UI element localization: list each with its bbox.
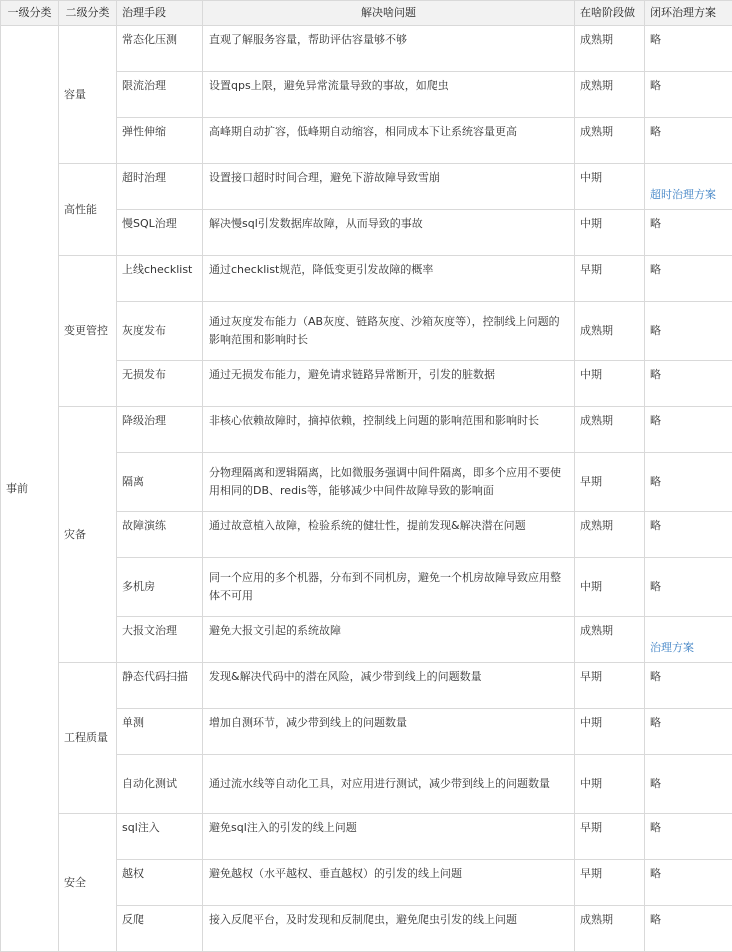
stage-cell: 中期: [575, 164, 645, 210]
stage-cell: 成熟期: [575, 118, 645, 164]
problem-cell: 直观了解服务容量，帮助评估容量够不够: [203, 26, 575, 72]
problem-cell: 通过故意植入故障，检验系统的健壮性，提前发现&解决潜在问题: [203, 512, 575, 558]
table-row: [1, 407, 732, 453]
problem-cell: 通过灰度发布能力（AB灰度、链路灰度、沙箱灰度等），控制线上问题的影响范围和影响时长: [203, 302, 575, 361]
method-cell: 常态化压测: [117, 26, 203, 72]
header-level2: 二级分类: [59, 1, 117, 26]
method-cell: 单测: [117, 709, 203, 755]
plan-cell: 略: [645, 512, 732, 558]
header-problem: 解决啥问题: [203, 1, 575, 26]
stage-cell: 成熟期: [575, 617, 645, 663]
stage-cell: 中期: [575, 709, 645, 755]
problem-cell: 避免大报文引起的系统故障: [203, 617, 575, 663]
plan-cell: 略: [645, 709, 732, 755]
plan-cell: 略: [645, 663, 732, 709]
method-cell: 自动化测试: [117, 755, 203, 814]
stage-cell: 中期: [575, 755, 645, 814]
stage-cell: 早期: [575, 453, 645, 512]
method-cell: 无损发布: [117, 361, 203, 407]
plan-cell: 略: [645, 755, 732, 814]
plan-cell: 略: [645, 210, 732, 256]
problem-cell: 同一个应用的多个机器，分布到不同机房，避免一个机房故障导致应用整体不可用: [203, 558, 575, 617]
problem-cell: 高峰期自动扩容，低峰期自动缩容，相同成本下让系统容量更高: [203, 118, 575, 164]
method-cell: sql注入: [117, 814, 203, 860]
table-row: [1, 164, 732, 210]
header-row: [1, 1, 732, 26]
stage-cell: 中期: [575, 558, 645, 617]
table-row: [1, 814, 732, 860]
method-cell: 上线checklist: [117, 256, 203, 302]
group-capacity: 容量: [59, 26, 117, 164]
stage-cell: 中期: [575, 361, 645, 407]
problem-cell: 设置接口超时时间合理，避免下游故障导致雪崩: [203, 164, 575, 210]
plan-cell: 略: [645, 118, 732, 164]
table-row: [1, 26, 732, 72]
stage-cell: 成熟期: [575, 906, 645, 952]
table-row: [1, 663, 732, 709]
stage-cell: 早期: [575, 814, 645, 860]
stage-cell: 早期: [575, 663, 645, 709]
plan-cell: 略: [645, 72, 732, 118]
stage-cell: 成熟期: [575, 302, 645, 361]
stage-cell: 成熟期: [575, 26, 645, 72]
plan-cell: 略: [645, 860, 732, 906]
problem-cell: 分物理隔离和逻辑隔离，比如微服务强调中间件隔离，即多个应用不要使用相同的DB、redis等，能够减少中间件故障导致的影响面: [203, 453, 575, 512]
stage-cell: 早期: [575, 256, 645, 302]
problem-cell: 非核心依赖故障时，摘掉依赖，控制线上问题的影响范围和影响时长: [203, 407, 575, 453]
problem-cell: 发现&解决代码中的潜在风险，减少带到线上的问题数量: [203, 663, 575, 709]
level1-cell: 事前: [1, 26, 59, 952]
method-cell: 限流治理: [117, 72, 203, 118]
problem-cell: 增加自测环节，减少带到线上的问题数量: [203, 709, 575, 755]
header-level1: 一级分类: [1, 1, 59, 26]
group-quality: 工程质量: [59, 663, 117, 814]
problem-cell: 避免sql注入的引发的线上问题: [203, 814, 575, 860]
plan-cell: [645, 617, 732, 663]
plan-cell: 略: [645, 256, 732, 302]
method-cell: 慢SQL治理: [117, 210, 203, 256]
group-performance: 高性能: [59, 164, 117, 256]
problem-cell: 接入反爬平台，及时发现和反制爬虫，避免爬虫引发的线上问题: [203, 906, 575, 952]
problem-cell: 通过checklist规范，降低变更引发故障的概率: [203, 256, 575, 302]
method-cell: 大报文治理: [117, 617, 203, 663]
method-cell: 弹性伸缩: [117, 118, 203, 164]
plan-cell: 略: [645, 361, 732, 407]
problem-cell: 通过流水线等自动化工具，对应用进行测试，减少带到线上的问题数量: [203, 755, 575, 814]
problem-cell: 避免越权（水平越权、垂直越权）的引发的线上问题: [203, 860, 575, 906]
plan-cell: 略: [645, 906, 732, 952]
problem-cell: 通过无损发布能力，避免请求链路异常断开，引发的脏数据: [203, 361, 575, 407]
plan-cell: 略: [645, 814, 732, 860]
header-stage: 在啥阶段做: [575, 1, 645, 26]
stage-cell: 成熟期: [575, 512, 645, 558]
problem-cell: 设置qps上限，避免异常流量导致的事故，如爬虫: [203, 72, 575, 118]
plan-cell: 略: [645, 558, 732, 617]
large-message-plan-link[interactable]: 治理方案: [650, 641, 694, 654]
method-cell: 反爬: [117, 906, 203, 952]
group-change: 变更管控: [59, 256, 117, 407]
stage-cell: 成熟期: [575, 407, 645, 453]
plan-cell: 略: [645, 26, 732, 72]
method-cell: 灰度发布: [117, 302, 203, 361]
method-cell: 故障演练: [117, 512, 203, 558]
method-cell: 超时治理: [117, 164, 203, 210]
group-security: 安全: [59, 814, 117, 952]
header-method: 治理手段: [117, 1, 203, 26]
header-plan: 闭环治理方案: [645, 1, 732, 26]
timeout-plan-link[interactable]: 超时治理方案: [650, 188, 716, 201]
method-cell: 越权: [117, 860, 203, 906]
stage-cell: 中期: [575, 210, 645, 256]
stage-cell: 早期: [575, 860, 645, 906]
plan-cell: [645, 164, 732, 210]
group-disaster: 灾备: [59, 407, 117, 663]
method-cell: 隔离: [117, 453, 203, 512]
table-row: [1, 256, 732, 302]
plan-cell: 略: [645, 302, 732, 361]
plan-cell: 略: [645, 453, 732, 512]
method-cell: 多机房: [117, 558, 203, 617]
method-cell: 降级治理: [117, 407, 203, 453]
plan-cell: 略: [645, 407, 732, 453]
method-cell: 静态代码扫描: [117, 663, 203, 709]
problem-cell: 解决慢sql引发数据库故障，从而导致的事故: [203, 210, 575, 256]
stage-cell: 成熟期: [575, 72, 645, 118]
